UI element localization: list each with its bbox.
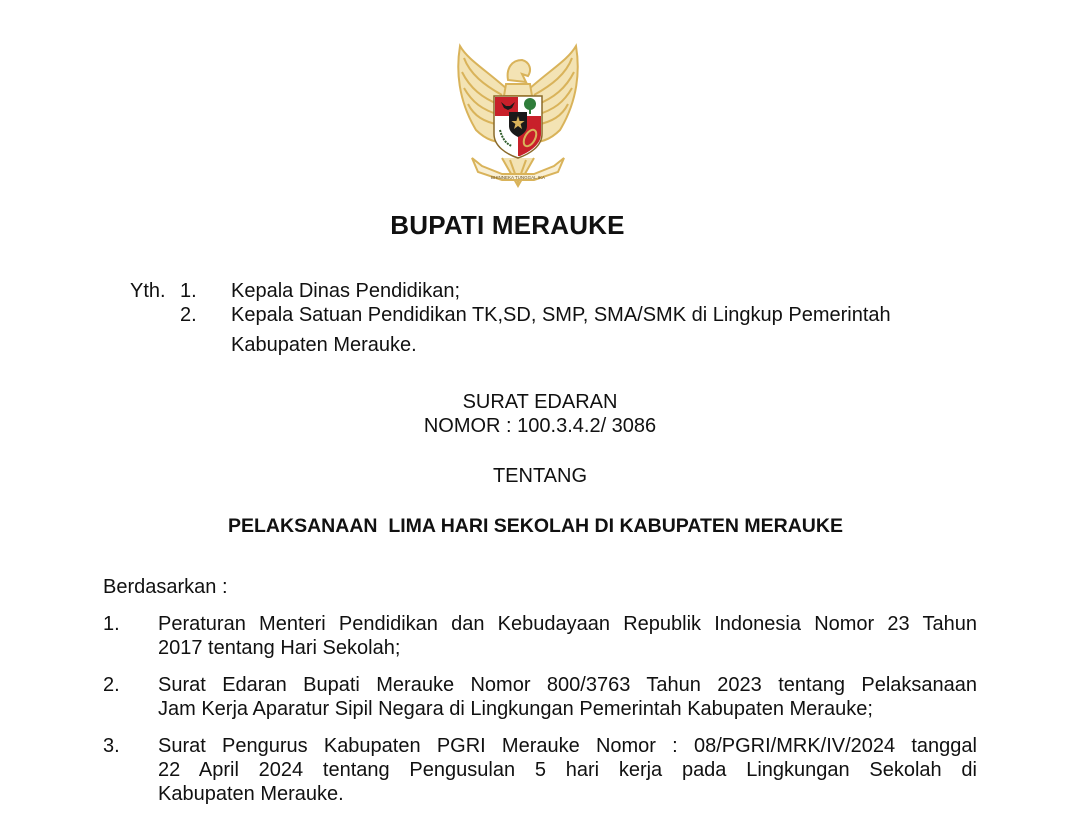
about-label: TENTANG — [492, 465, 588, 487]
basis-item-line: Surat Edaran Bupati Merauke Nomor 800/3763 Tahun 2023 tentang Pelaksanaan — [158, 674, 977, 696]
svg-text:BHINNEKA TUNGGAL IKA: BHINNEKA TUNGGAL IKA — [490, 175, 546, 180]
garuda-pancasila-emblem-icon — [446, 40, 590, 192]
basis-number: 2. — [103, 674, 120, 696]
recipient-number: 2. — [180, 304, 197, 326]
basis-item-line: Kabupaten Merauke. — [158, 783, 344, 805]
basis-item-line: Peraturan Menteri Pendidikan dan Kebudayaan Republik Indonesia Nomor 23 Tahun — [158, 613, 977, 635]
basis-item-line: Surat Pengurus Kabupaten PGRI Merauke Nomor : 08/PGRI/MRK/IV/2024 tanggal — [158, 735, 977, 757]
letter-subject: PELAKSANAAN LIMA HARI SEKOLAH DI KABUPATEN MERAUKE — [228, 515, 843, 537]
basis-item-line: Jam Kerja Aparatur Sipil Negara di Lingkungan Pemerintah Kabupaten Merauke; — [158, 698, 873, 720]
recipient-text-continuation: Kabupaten Merauke. — [231, 334, 417, 356]
recipient-prefix: Yth. — [130, 280, 166, 302]
letter-number: NOMOR : 100.3.4.2/ 3086 — [423, 415, 657, 437]
letter-type: SURAT EDARAN — [462, 391, 618, 413]
basis-item-line: 2017 tentang Hari Sekolah; — [158, 637, 401, 659]
basis-number: 1. — [103, 613, 120, 635]
recipient-text: Kepala Dinas Pendidikan; — [231, 280, 461, 302]
basis-number: 3. — [103, 735, 120, 757]
recipient-text: Kepala Satuan Pendidikan TK,SD, SMP, SMA/SMK di Lingkup Pemerintah — [231, 304, 891, 326]
basis-item-line: 22 April 2024 tentang Pengusulan 5 hari kerja pada Lingkungan Sekolah di — [158, 759, 977, 781]
recipient-number: 1. — [180, 280, 197, 302]
letterhead-title: BUPATI MERAUKE — [390, 210, 625, 240]
basis-intro: Berdasarkan : — [103, 576, 228, 598]
